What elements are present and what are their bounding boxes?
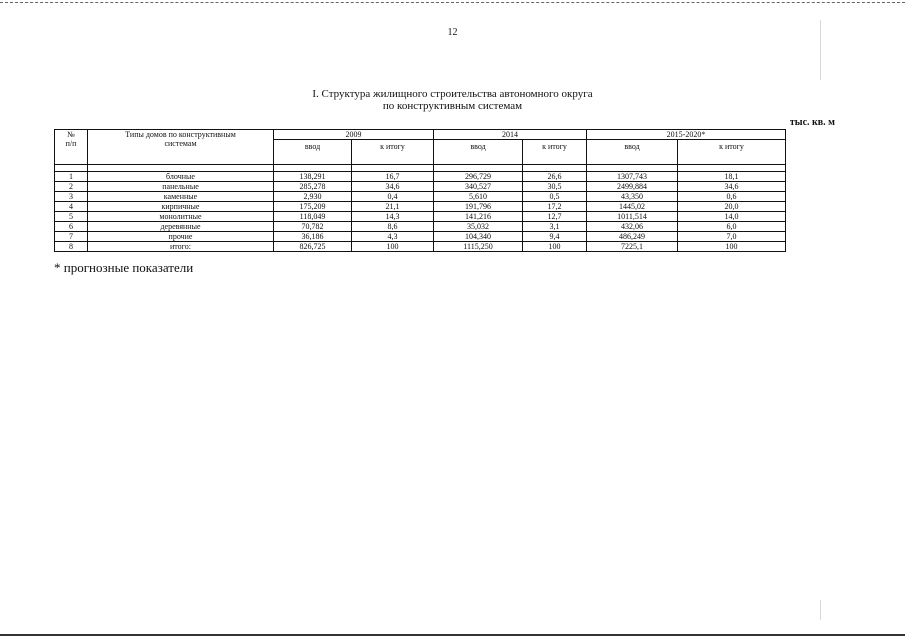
- header-house-type: [88, 130, 274, 165]
- cell-share-2009: 34,6: [352, 182, 434, 192]
- cell-share-2014: 9,4: [523, 232, 587, 242]
- header-type-line-1: Типы домов по конструктивным: [125, 130, 236, 139]
- cell-share-2009: 14,3: [352, 212, 434, 222]
- cell-type: монолитные: [88, 212, 274, 222]
- cell-input-2014: 35,032: [434, 222, 523, 232]
- header-input-2020: ввод: [587, 140, 678, 165]
- cell-input-2014: 191,796: [434, 202, 523, 212]
- cell-share-2020: 7,0: [678, 232, 786, 242]
- cell-type: панельные: [88, 182, 274, 192]
- cell-input-2014: 104,340: [434, 232, 523, 242]
- table-body: [55, 165, 786, 252]
- table-row: [55, 212, 786, 222]
- cell-share-2009: 21,1: [352, 202, 434, 212]
- cell-input-2014: 340,527: [434, 182, 523, 192]
- header-input-2014: ввод: [434, 140, 523, 165]
- cell-num: 7: [55, 232, 88, 242]
- table-row-total: [55, 242, 786, 252]
- cell-input-2020: 432,06: [587, 222, 678, 232]
- cell-num: 8: [55, 242, 88, 252]
- cell-share-2014: 30,5: [523, 182, 587, 192]
- cell-input-2009: 118,049: [274, 212, 352, 222]
- header-year-2014: 2014: [434, 130, 587, 140]
- cell-num: 3: [55, 192, 88, 202]
- page-number: 12: [447, 27, 458, 38]
- cell-share-2014: 12,7: [523, 212, 587, 222]
- cell-input-2020: 7225,1: [587, 242, 678, 252]
- cell-input-2020: 1307,743: [587, 172, 678, 182]
- cell-share-2009: 100: [352, 242, 434, 252]
- cell-share-2020: 20,0: [678, 202, 786, 212]
- table-row: [55, 222, 786, 232]
- cell-input-2020: 2499,884: [587, 182, 678, 192]
- scan-bottom-edge: [0, 634, 905, 636]
- cell-num: 5: [55, 212, 88, 222]
- cell-input-2009: 2,930: [274, 192, 352, 202]
- housing-structure-table: [54, 129, 786, 252]
- cell-num: 4: [55, 202, 88, 212]
- header-number-line-2: п/п: [65, 139, 77, 148]
- header-number-line-1: №: [67, 130, 75, 139]
- cell-input-2014: 141,216: [434, 212, 523, 222]
- cell-input-2020: 43,350: [587, 192, 678, 202]
- cell-input-2009: 285,278: [274, 182, 352, 192]
- title-line-1: I. Структура жилищного строительства автономного округа: [312, 88, 593, 100]
- cell-input-2020: 1445,02: [587, 202, 678, 212]
- cell-input-2020: 486,249: [587, 232, 678, 242]
- header-type-line-2: системам: [164, 139, 197, 148]
- cell-input-2009: 36,186: [274, 232, 352, 242]
- cell-share-2014: 100: [523, 242, 587, 252]
- cell-input-2009: 138,291: [274, 172, 352, 182]
- cell-share-2009: 0,4: [352, 192, 434, 202]
- cell-share-2014: 0,5: [523, 192, 587, 202]
- table-row: [55, 172, 786, 182]
- spacer-row: [55, 165, 786, 172]
- cell-share-2014: 3,1: [523, 222, 587, 232]
- cell-type: итого:: [88, 242, 274, 252]
- cell-input-2014: 5,610: [434, 192, 523, 202]
- cell-type: деревянные: [88, 222, 274, 232]
- cell-share-2009: 8,6: [352, 222, 434, 232]
- header-share-2014: к итогу: [523, 140, 587, 165]
- title-line-2: по конструктивным системам: [382, 100, 523, 112]
- cell-type: блочные: [88, 172, 274, 182]
- table-row: [55, 202, 786, 212]
- cell-input-2009: 175,209: [274, 202, 352, 212]
- table-row: [55, 192, 786, 202]
- cell-input-2009: 826,725: [274, 242, 352, 252]
- header-number: [55, 130, 88, 165]
- cell-share-2020: 6,0: [678, 222, 786, 232]
- unit-label: тыс. кв. м: [789, 117, 835, 128]
- cell-share-2020: 100: [678, 242, 786, 252]
- header-year-2009: 2009: [274, 130, 434, 140]
- table-row: [55, 182, 786, 192]
- cell-input-2014: 296,729: [434, 172, 523, 182]
- cell-num: 6: [55, 222, 88, 232]
- cell-share-2020: 18,1: [678, 172, 786, 182]
- cell-share-2014: 17,2: [523, 202, 587, 212]
- cell-share-2009: 16,7: [352, 172, 434, 182]
- cell-share-2009: 4,3: [352, 232, 434, 242]
- footnote: * прогнозные показатели: [54, 260, 194, 275]
- cell-num: 1: [55, 172, 88, 182]
- cell-share-2020: 0,6: [678, 192, 786, 202]
- cell-share-2020: 34,6: [678, 182, 786, 192]
- cell-share-2020: 14,0: [678, 212, 786, 222]
- cell-type: каменные: [88, 192, 274, 202]
- cell-type: прочие: [88, 232, 274, 242]
- header-share-2009: к итогу: [352, 140, 434, 165]
- header-input-2009: ввод: [274, 140, 352, 165]
- header-year-2015-2020: 2015-2020*: [587, 130, 786, 140]
- cell-type: кирпичные: [88, 202, 274, 212]
- scan-top-edge: [0, 2, 905, 3]
- cell-share-2014: 26,6: [523, 172, 587, 182]
- cell-input-2020: 1011,514: [587, 212, 678, 222]
- cell-num: 2: [55, 182, 88, 192]
- document-title: [0, 88, 905, 112]
- cell-input-2009: 70,782: [274, 222, 352, 232]
- header-share-2020: к итогу: [678, 140, 786, 165]
- scan-mark: [820, 600, 821, 620]
- cell-input-2014: 1115,250: [434, 242, 523, 252]
- table-row: [55, 232, 786, 242]
